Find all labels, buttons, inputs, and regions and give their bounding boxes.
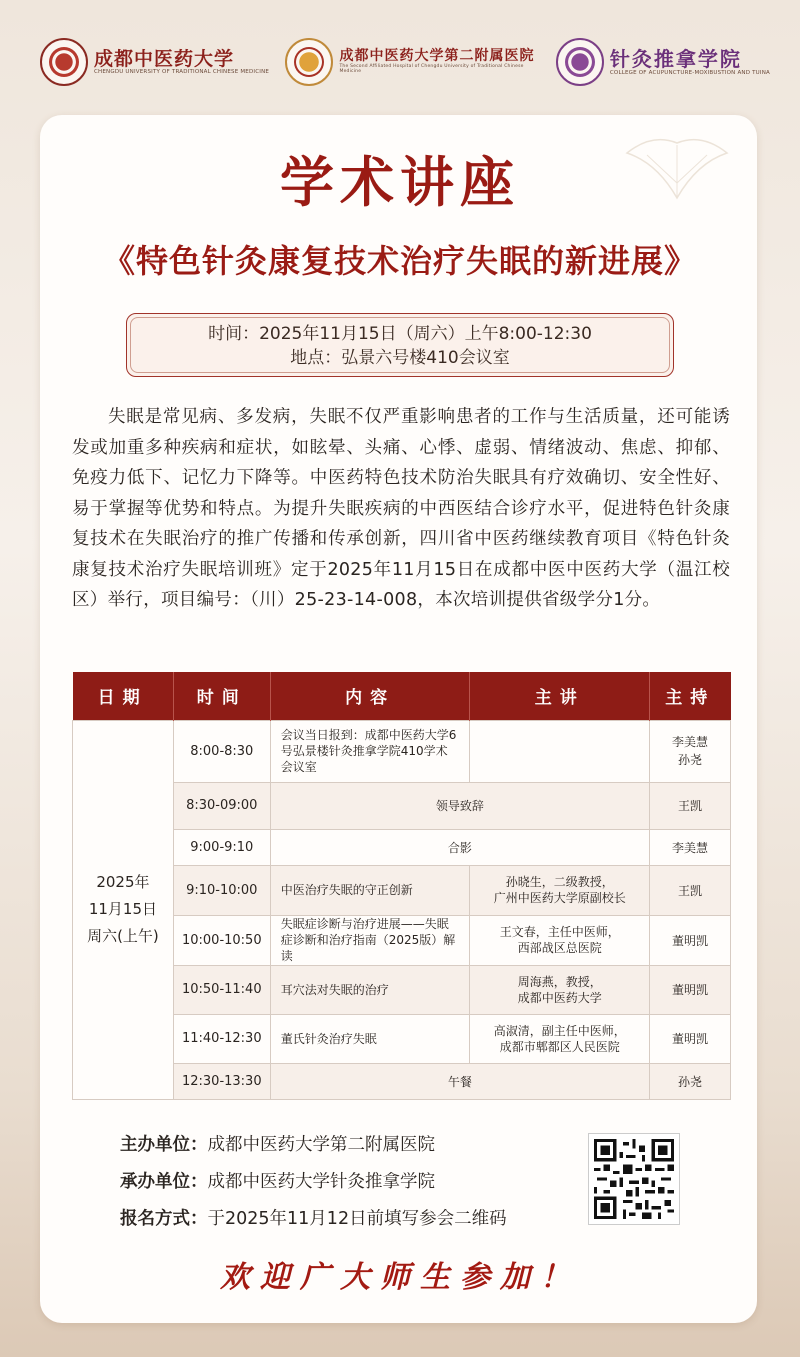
time-cell: 10:00-10:50 xyxy=(173,915,270,965)
content-cell: 耳穴法对失眠的治疗 xyxy=(270,965,470,1014)
content-cell: 会议当日报到：成都中医药大学6号弘景楼针灸推拿学院410学术会议室 xyxy=(270,720,470,782)
schedule-table xyxy=(72,672,731,1100)
intro-paragraph: 失眠是常见病、多发病，失眠不仅严重影响患者的工作与生活质量，还可能诱发或加重多种疾病和症状，如眩晕、头痛、心悸、虚弱、情绪波动、焦虑、抑郁、免疫力低下、记忆力下降等。中医药特色技术防治失眠具有疗效确切、安全性好、易于掌握等优势和特点。为提升失眠疾病的中西医结合诊疗水平，促进特色针灸康复技术在失眠治疗的推广传播和传承创新，四川省中医药继续教育项目《特色针灸康复技术治疗失眠培训班》定于2025年11月15日在成都中医中医药大学（温江校区）举行，项目编号：（川）25-23-14-008，本次培训提供省级学分1分。 xyxy=(72,407,730,610)
time-cell: 9:10-10:00 xyxy=(173,865,270,915)
page-title: 学术讲座 xyxy=(280,150,520,214)
hospital-name: 成都中医药大学第二附属医院 xyxy=(339,48,535,65)
organizer-line xyxy=(120,1131,435,1156)
register-label: 报名方式： xyxy=(120,1209,208,1229)
logo-cdutcm xyxy=(40,38,269,86)
content-cell: 午餐 xyxy=(270,1063,649,1099)
date-day: 11月15日 xyxy=(88,900,158,918)
speaker-cell xyxy=(470,720,650,782)
time-line: 时间：2025年11月15日（周六）上午8:00-12:30 xyxy=(208,324,592,344)
header-speaker: 主讲 xyxy=(470,672,650,720)
logo-hospital xyxy=(285,38,539,86)
time-cell: 9:00-9:10 xyxy=(173,829,270,865)
table-row xyxy=(73,720,731,782)
welcome-slogan: 欢迎广大师生参加！ xyxy=(220,1260,580,1295)
hospital-seal-icon xyxy=(285,38,333,86)
host-cell: 孙尧 xyxy=(650,1063,731,1099)
speaker-cell: 周海燕，教授， 成都中医药大学 xyxy=(470,965,650,1014)
host-cell: 王凯 xyxy=(650,782,731,829)
register-value: 于2025年11月12日前填写参会二维码 xyxy=(207,1209,507,1229)
undertaker-label: 承办单位： xyxy=(120,1172,208,1192)
content-cell: 领导致辞 xyxy=(270,782,649,829)
content-cell: 合影 xyxy=(270,829,649,865)
table-header-row xyxy=(73,672,731,720)
date-year: 2025年 xyxy=(96,873,150,891)
content-cell: 中医治疗失眠的守正创新 xyxy=(270,865,470,915)
host-cell: 李美慧 xyxy=(650,829,731,865)
cdutcm-name: 成都中医药大学 xyxy=(94,47,235,70)
host-cell: 王凯 xyxy=(650,865,731,915)
time-cell: 11:40-12:30 xyxy=(173,1014,270,1063)
date-weekday: 周六(上午) xyxy=(87,927,159,945)
qr-code-icon xyxy=(594,1139,674,1219)
place-line: 地点：弘景六号楼410会议室 xyxy=(290,348,510,368)
time-cell: 8:00-8:30 xyxy=(173,720,270,782)
content-cell: 董氏针灸治疗失眠 xyxy=(270,1014,470,1063)
time-cell: 8:30-09:00 xyxy=(173,782,270,829)
host-cell: 董明凯 xyxy=(650,1014,731,1063)
host-cell: 董明凯 xyxy=(650,915,731,965)
college-seal-icon xyxy=(556,38,604,86)
college-name: 针灸推拿学院 xyxy=(609,46,742,71)
date-cell xyxy=(73,720,174,1099)
speaker-cell: 高淑清，副主任中医师， 成都市郫都区人民医院 xyxy=(470,1014,650,1063)
content-cell: 失眠症诊断与治疗进展——失眠症诊断和治疗指南（2025版）解读 xyxy=(270,915,470,965)
college-sub: COLLEGE OF ACUPUNCTURE-MOXIBUSTION AND TUINA xyxy=(609,69,770,76)
time-cell: 12:30-13:30 xyxy=(173,1063,270,1099)
header-content: 内容 xyxy=(270,672,470,720)
header-date: 日期 xyxy=(73,672,174,720)
cdutcm-seal-icon xyxy=(40,38,88,86)
host-cell: 董明凯 xyxy=(650,965,731,1014)
logo-college xyxy=(556,38,770,86)
cdutcm-sub: CHENGDU UNIVERSITY OF TRADITIONAL CHINESE MEDICINE xyxy=(94,69,270,76)
register-line xyxy=(120,1205,507,1230)
speaker-cell: 王文春，主任中医师， 西部战区总医院 xyxy=(470,915,650,965)
time-cell: 10:50-11:40 xyxy=(173,965,270,1014)
time-place-box xyxy=(126,313,674,377)
logo-bar xyxy=(40,30,770,94)
speaker-cell: 孙晓生，二级教授， 广州中医药大学原副校长 xyxy=(470,865,650,915)
host-cell: 李美慧 孙尧 xyxy=(650,720,731,782)
header-host: 主持 xyxy=(650,672,731,720)
undertaker-value: 成都中医药大学针灸推拿学院 xyxy=(207,1172,435,1192)
qr-code[interactable] xyxy=(588,1133,680,1225)
undertaker-line xyxy=(120,1168,435,1193)
header-time: 时间 xyxy=(173,672,270,720)
hospital-sub: The Second Affiliated Hospital of Chengdu University of Traditional Chinese Medicine xyxy=(339,63,524,74)
lecture-subtitle: 《特色针灸康复技术治疗失眠的新进展》 xyxy=(102,242,697,280)
organizer-value: 成都中医药大学第二附属医院 xyxy=(207,1135,435,1155)
organizer-label: 主办单位： xyxy=(120,1135,208,1155)
